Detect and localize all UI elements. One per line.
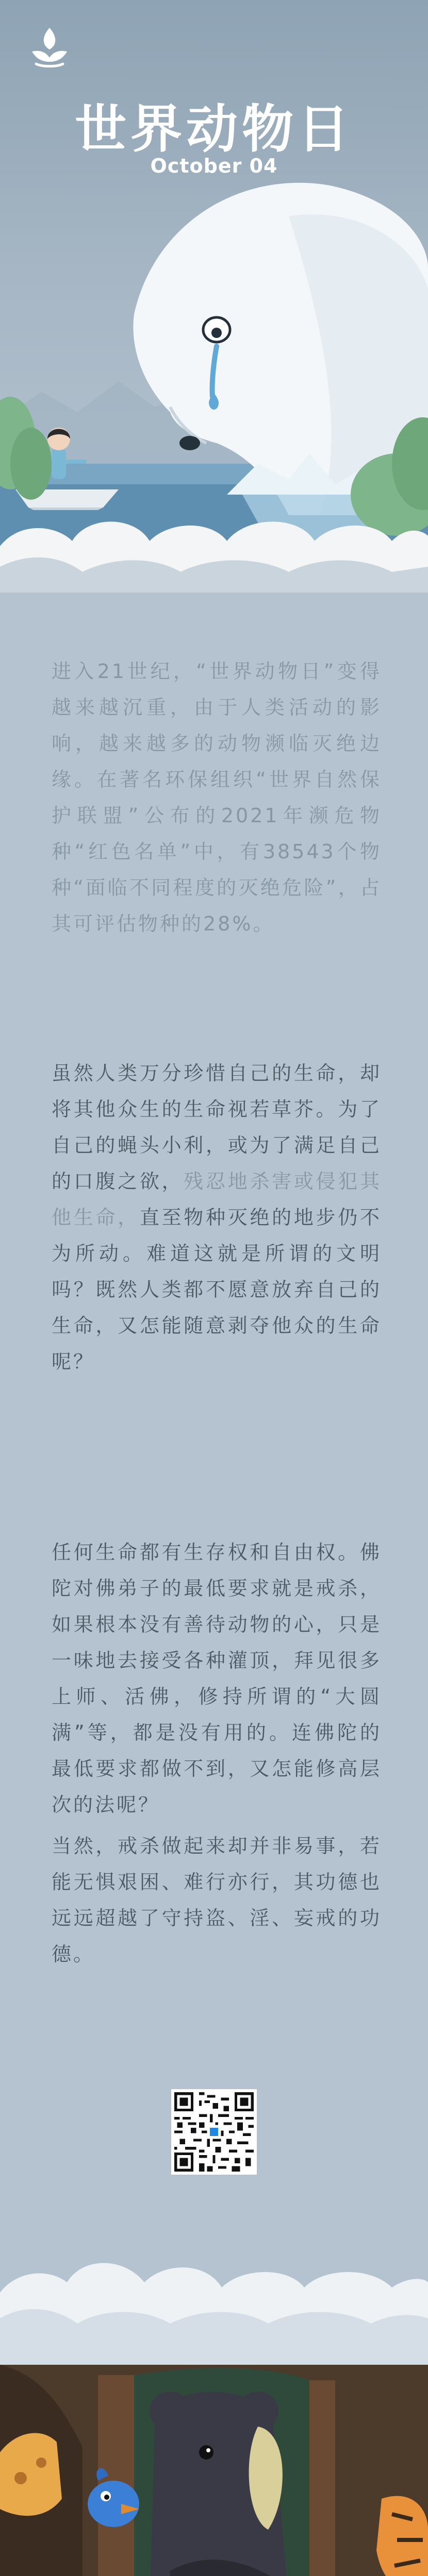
paragraph-right-to-life: 任何生命都有生存权和自由权。佛陀对佛弟子的最低要求就是戒杀，如果根本没有善待动物的心，只是一味地去接受各种灌顶，拜见很多上师、活佛，修持所谓的“大圆满”等，都是没有用的。连佛陀的最低要求都做不到，又怎能修高层次的法呢？ bbox=[52, 1541, 382, 1816]
paragraph-merit: 当然，戒杀做起来却并非易事，若能无惧艰困、难行亦行，其功德也远远超越了守持盗、淫、妄戒的功德。 bbox=[52, 1835, 382, 1965]
paragraph-human-life bbox=[52, 1055, 382, 1380]
paragraph-segment-muted: 残忍地杀害或侵犯其他生命， bbox=[52, 1170, 382, 1229]
paragraph-intro: 进入21世纪，“世界动物日”变得越来越沉重，由于人类活动的影响，越来越多的动物濒临灭绝边缘。在著名环保组织“世界自然保护联盟”公布的2021年濒危物种“红色名单”中，有38543个物种“面临不同程度的灭绝危险”，占其可评估物种的28%。 bbox=[52, 660, 382, 935]
hero-title: 世界动物日 bbox=[75, 99, 353, 159]
qr-code-icon[interactable] bbox=[171, 2089, 257, 2175]
hero-date: October 04 bbox=[150, 155, 278, 177]
paragraph-segment: 虽然人类万分珍惜自己的生命，却将其他众生的生命视若草芥。为了自己的蝇头小利，或为了满足自己的口腹之欲， bbox=[52, 1062, 382, 1193]
hero-banner bbox=[0, 0, 428, 608]
forest-animals-illustration bbox=[0, 2210, 428, 2576]
lotus-flame-icon bbox=[27, 25, 72, 70]
paragraph-segment: 直至物种灭绝的地步仍不为所动。难道这就是所谓的文明吗？既然人类都不愿意放弃自己的生命，又怎能随意剥夺他众的生命呢？ bbox=[52, 1206, 382, 1373]
